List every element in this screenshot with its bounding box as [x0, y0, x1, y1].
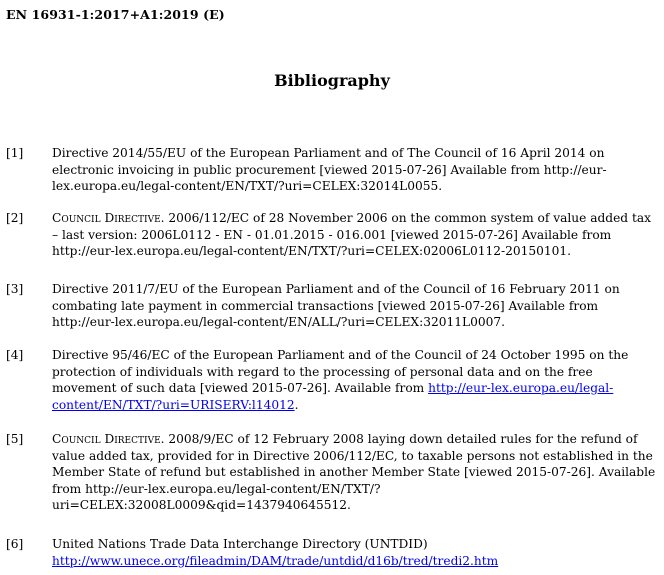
bibliography-entry	[0, 281, 656, 331]
entry-number: [1]	[6, 146, 24, 160]
entry-number: [5]	[6, 432, 24, 446]
entry-link[interactable]: http://www.unece.org/fileadmin/DAM/trade/untdid/d16b/tred/tredi2.htm	[52, 553, 499, 568]
entry-prefix: Council Directive	[52, 432, 161, 446]
entry-text: Directive 2014/55/EU of the European Parliament and of The Council of 16 April 2014 on electronic invoicing in public procurement [viewed 2015-07-26] Available from http://eur-lex.europa.eu/legal-content/EN/TXT/?uri=CELEX:32014L0055.	[52, 146, 607, 193]
entry-number: [3]	[6, 282, 24, 296]
bibliography-entry	[0, 210, 656, 260]
entry-body: Directive 95/46/EC of the European Parliament and of the Council of 24 October 1995 on the protection of individuals with regard to the processing of personal data and on the free movement of such data [viewed 2015-07-26]. Available from	[52, 348, 629, 395]
entry-link[interactable]: http://eur-lex.europa.eu/legal-content/EN/TXT/?uri=URISERV:l14012	[52, 381, 614, 412]
entry-prefix: Council Directive	[52, 211, 161, 225]
page-title: Bibliography	[274, 71, 390, 90]
entry-body: United Nations Trade Data Interchange Directory (UNTDID)	[52, 537, 428, 551]
entry-suffix: .	[294, 397, 299, 412]
entry-body: . 2008/9/EC of 12 February 2008 laying down detailed rules for the refund of value added tax, provided for in Directive 2006/112/EC, to taxable persons not established in the Member State of refund but established in another Member State [viewed 2015-07-26]. Available from http://eur-lex.europa.eu/legal-content/EN/TXT/?uri=CELEX:32008L0009&qid=1437940645512.	[52, 432, 656, 512]
entry-number: [6]	[6, 537, 24, 551]
entry-text	[52, 210, 656, 260]
entry-text: Directive 2011/7/EU of the European Parliament and of the Council of 16 February 2011 on combating late payment in commercial transactions [viewed 2015-07-26] Available from http://eur-lex.europa.eu/legal-content/EN/ALL/?uri=CELEX:32011L0007.	[52, 282, 620, 329]
bibliography-entry	[0, 347, 656, 413]
bibliography-entry	[0, 145, 656, 195]
document-code: EN 16931-1:2017+A1:2019 (E)	[6, 7, 225, 22]
entry-text	[52, 347, 656, 413]
entry-number: [2]	[6, 211, 24, 225]
bibliography-entry	[0, 431, 656, 514]
entry-body: . 2006/112/EC of 28 November 2006 on the common system of value added tax – last version: 2006L0112 - EN - 01.01.2015 - 016.001 [viewed 2015-07-26] Available from http://eur-lex.europa.eu/legal-content/EN/TXT/?uri=CELEX:02006L0112-20150101.	[52, 211, 652, 258]
bibliography-entry	[0, 536, 656, 569]
entry-number: [4]	[6, 348, 24, 362]
entry-text	[52, 431, 656, 514]
entry-text	[52, 536, 656, 569]
